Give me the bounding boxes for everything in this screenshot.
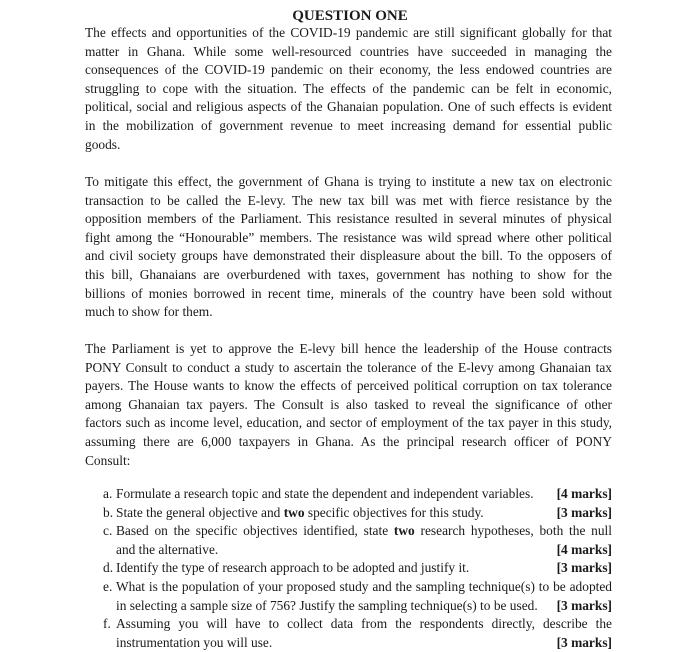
item-text [116,559,549,578]
text-line: opposition members of the Parliament. This resistance resulted in several minutes of physical [85,211,612,227]
text-line: assuming there are 6,000 taxpayers in Ghana. As the principal research officer of PONY [85,433,612,449]
question-item [103,559,612,578]
question-list [103,485,612,652]
item-line [116,578,612,597]
item-line [116,615,612,634]
marks-label: [4 marks] [556,486,612,501]
text-line: political, social and religious aspects of the Ghanaian population. One of such effects is evident [85,99,612,115]
item-line [116,504,612,523]
question-item [103,504,612,523]
text-line: Consult: [85,452,131,468]
item-text-segment: Identify the type of research approach to be adopted and justify it. [116,560,470,576]
text-line: The Parliament is yet to approve the E-levy bill hence the leadership of the House contracts [85,341,612,356]
item-text-segment: specific objectives for this study. [304,504,484,520]
item-text-segment: and the alternative. [116,541,219,557]
text-line: billions of monies borrowed in recent time, minerals of the country have been sold without [85,285,612,301]
paragraph-1 [85,24,612,154]
marks-label: [3 marks] [556,597,612,613]
question-title: QUESTION ONE [292,8,408,24]
emphasis-text: two [393,523,415,539]
item-text [116,634,549,652]
item-text [116,615,612,634]
item-text-segment: What is the population of your proposed study and the sampling technique(s) to be adopted [116,578,612,594]
item-line [116,541,612,560]
item-text [116,541,549,560]
item-text [116,597,549,616]
item-text-segment: instrumentation you will use. [116,634,273,650]
item-text [116,485,549,504]
text-line: factors such as income level, education, and sector of employment of the tax payer in this study, [85,415,612,431]
item-text-segment: in selecting a sample size of 756? Justify the sampling technique(s) to be used. [116,597,538,613]
text-line: goods. [85,136,121,152]
marks-label: [3 marks] [556,504,612,520]
item-text-segment: Assuming you will have to collect data from the respondents directly, describe the [116,616,612,632]
text-line: among Ghanaian tax payers. The Consult is also tasked to reveal the significance of other [85,396,612,412]
text-line: struggling to cope with the situation. The effects of the pandemic can be felt in economic, [85,80,612,96]
text-line: The effects and opportunities of the COVID-19 pandemic are still significant globally for that [85,25,612,40]
text-line: in the mobilization of government revenue to meet increasing demand for essential public [85,117,612,133]
text-line: and civil society groups have demonstrated their displeasure about the bill. To the opposers of [85,248,612,264]
item-line [116,522,612,541]
text-line: fight among the “Honourable” members. The resistance was wild spread where other political [85,229,612,245]
item-marker: d. [103,560,114,576]
item-text [116,522,612,541]
item-text [116,578,612,597]
item-marker: c. [103,523,113,539]
item-line [116,597,612,616]
marks-label: [3 marks] [556,634,612,650]
marks-label: [4 marks] [556,541,612,557]
emphasis-text: two [283,504,305,520]
text-line: this bill, Ghanaians are overburdened with taxes, government has nothing to show for the [85,266,612,282]
text-line: consequences of the COVID-19 pandemic on their economy, the less endowed countries are [85,62,612,78]
text-line: transaction to be called the E-levy. The new tax bill was met with fierce resistance by the [85,192,612,208]
item-marker: b. [103,504,114,520]
item-line [116,485,612,504]
marks-label: [3 marks] [556,560,612,576]
item-marker: a. [103,486,113,501]
item-text [116,504,549,523]
text-line: much to show for them. [85,304,213,320]
question-item [103,522,612,559]
item-text-segment: Based on the specific objectives identified, state [116,523,394,539]
question-item [103,578,612,615]
paragraph-3 [85,340,612,470]
text-line: matter in Ghana. While some well-resourced countries have succeeded in managing the [85,43,612,59]
question-item [103,485,612,504]
item-text-segment: research hypotheses, both the null [414,523,612,539]
item-text-segment: Formulate a research topic and state the dependent and independent variables. [116,486,534,501]
question-item [103,615,612,652]
paragraph-2 [85,173,612,322]
item-marker: e. [103,578,113,594]
item-marker: f. [103,616,111,632]
item-line [116,634,612,652]
text-line: To mitigate this effect, the government of Ghana is trying to institute a new tax on electronic [85,174,612,189]
item-text-segment: State the general objective and [116,504,284,520]
text-line: payers. The House wants to know the effects of perceived political corruption on tax tolerance [85,378,612,394]
item-line [116,559,612,578]
text-line: PONY Consult to conduct a study to ascertain the tolerance of the E-levy among Ghanaian tax [85,359,612,375]
